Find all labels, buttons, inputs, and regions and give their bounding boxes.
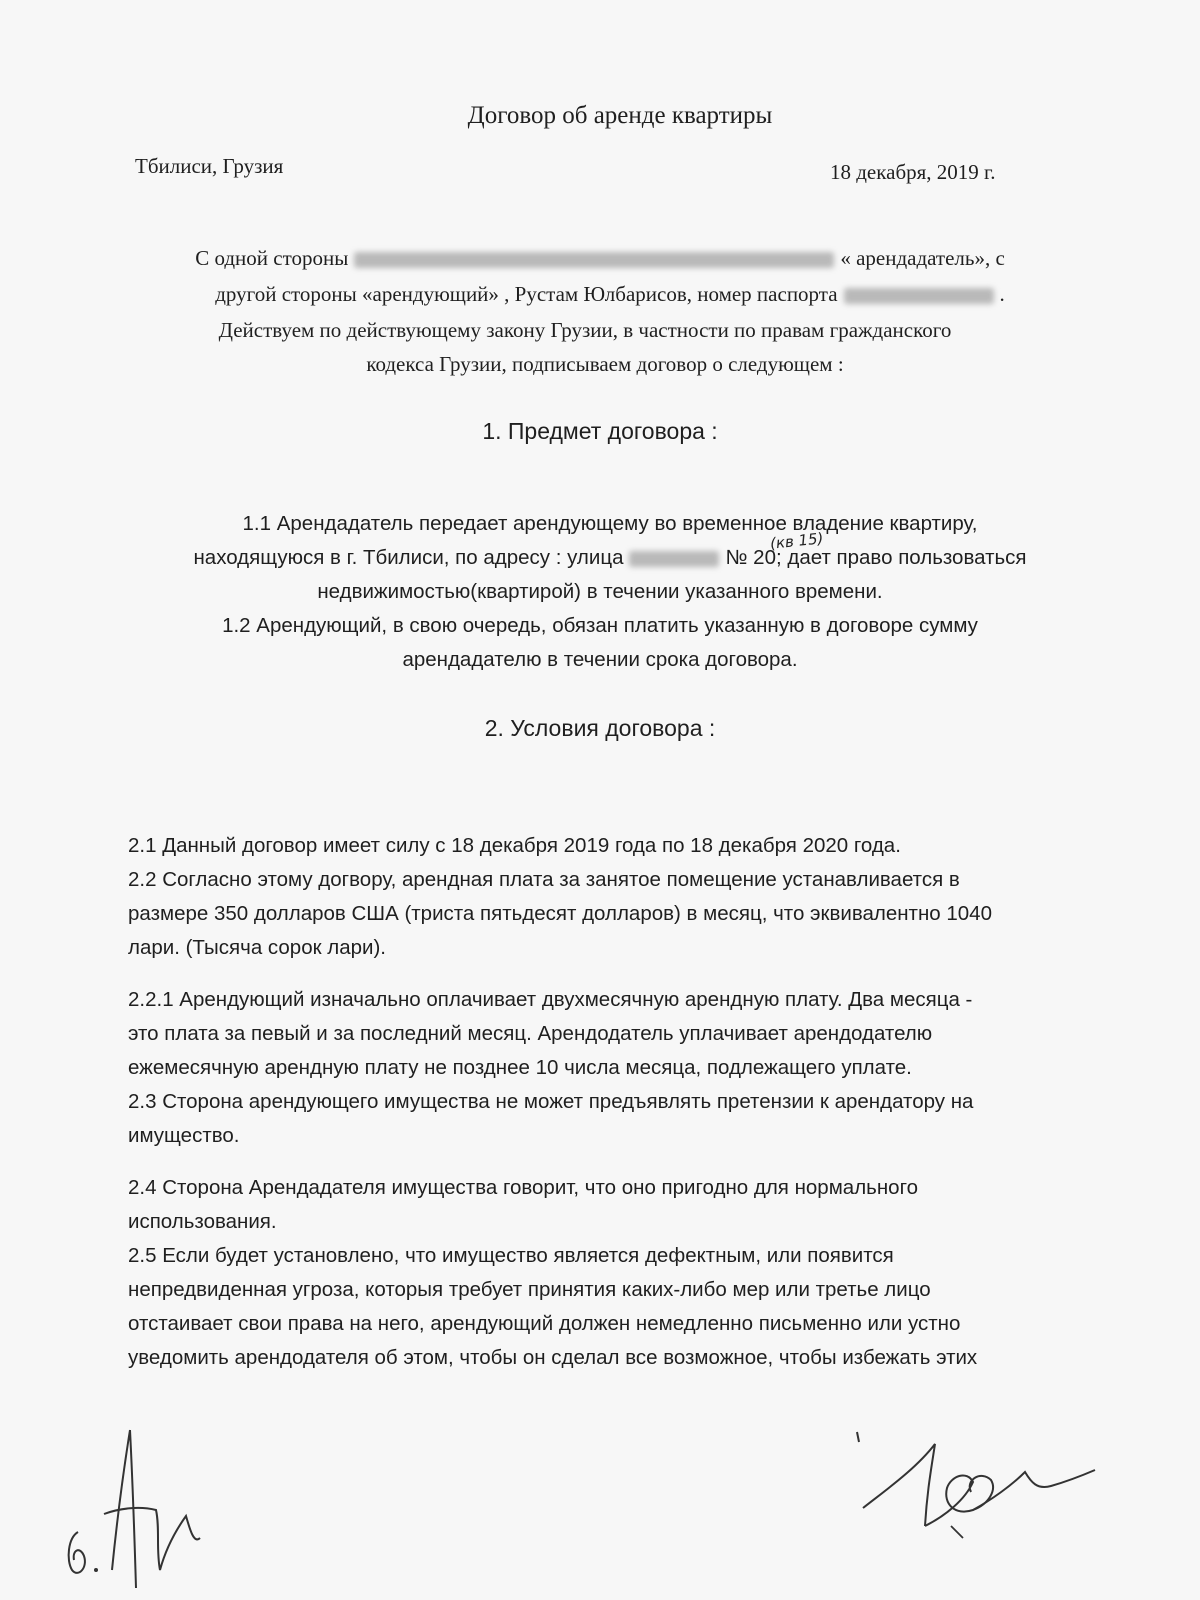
section-2-line: 2.2.1 Арендующий изначально оплачивает двухмесячную арендную плату. Два месяца - bbox=[128, 988, 973, 1011]
section-2-line: ежемесячную арендную плату не позднее 10 числа месяца, подлежащего уплате. bbox=[128, 1056, 912, 1079]
intro-line-1-end: « арендадатель», с bbox=[840, 246, 1005, 270]
intro-line-2-end: . bbox=[999, 282, 1005, 306]
section-1-line-3: недвижимостью(квартирой) в течении указанного времени. bbox=[317, 580, 883, 603]
intro-line-1 bbox=[0, 246, 1200, 271]
section-2-line: имущество. bbox=[128, 1124, 240, 1147]
document-title: Договор об аренде квартиры bbox=[467, 102, 773, 129]
section-1-line-2 bbox=[10, 546, 1200, 570]
landlord-signature bbox=[855, 1430, 1115, 1540]
section-2-line: отстаивает свои права на него, арендующий должен немедленно письменно или устно bbox=[128, 1312, 961, 1335]
redacted-passport-number bbox=[844, 288, 994, 304]
section-1-line-2-start: находящуюся в г. Тбилиси, по адресу : улица bbox=[193, 546, 624, 569]
section-2-line: 2.4 Сторона Арендадателя имущества говорит, что оно пригодно для нормального bbox=[128, 1176, 918, 1199]
section-1-line-1: 1.1 Арендадатель передает арендующему во временное владение квартиру, bbox=[242, 512, 978, 535]
section-1-heading: 1. Предмет договора : bbox=[482, 418, 718, 444]
section-2-line: непредвиденная угроза, которыя требует принятия каких-либо мер или третье лицо bbox=[128, 1278, 931, 1301]
redacted-landlord-details bbox=[354, 252, 834, 268]
document-date: 18 декабря, 2019 г. bbox=[830, 160, 996, 184]
intro-line-1-start: С одной стороны bbox=[195, 246, 349, 270]
tenant-signature bbox=[60, 1420, 220, 1590]
section-1-line-5: арендадателю в течении срока договора. bbox=[402, 648, 798, 671]
intro-line-3: Действуем по действующему закону Грузии, в частности по правам гражданского bbox=[218, 318, 952, 342]
section-2-line: размере 350 долларов США (триста пятьдесят долларов) в месяц, что эквивалентно 1040 bbox=[128, 902, 992, 925]
section-1-line-2-end: № 20; дает право пользоваться bbox=[725, 546, 1027, 569]
section-2-line: уведомить арендодателя об этом, чтобы он сделал все возможное, чтобы избежать этих bbox=[128, 1346, 978, 1369]
intro-line-4: кодекса Грузии, подписываем договор о следующем : bbox=[366, 352, 844, 376]
handwritten-apartment-note: (кв 15) bbox=[769, 529, 825, 553]
section-2-heading: 2. Условия договора : bbox=[484, 715, 716, 741]
section-2-line: 2.5 Если будет установлено, что имущество является дефектным, или появится bbox=[128, 1244, 894, 1267]
intro-line-2-text: другой стороны «арендующий» , Рустам Юлбарисов, номер паспорта bbox=[215, 282, 838, 306]
section-2-line: это плата за певый и за последний месяц. Арендодатель уплачивает арендодателю bbox=[128, 1022, 933, 1045]
section-2-line: 2.1 Данный договор имеет силу с 18 декабря 2019 года по 18 декабря 2020 года. bbox=[128, 834, 901, 857]
section-2-line: использования. bbox=[128, 1210, 277, 1233]
document-city: Тбилиси, Грузия bbox=[135, 154, 284, 178]
section-2-line: 2.2 Согласно этому догвору, арендная плата за занятое помещение устанавливается в bbox=[128, 868, 960, 891]
section-1-line-4: 1.2 Арендующий, в свою очередь, обязан платить указанную в договоре сумму bbox=[222, 614, 978, 637]
section-2-line: лари. (Тысяча сорок лари). bbox=[128, 936, 387, 959]
intro-line-2 bbox=[10, 282, 1200, 307]
section-2-line: 2.3 Сторона арендующего имущества не может предъявлять претензии к арендатору на bbox=[128, 1090, 974, 1113]
redacted-street-name bbox=[629, 551, 719, 567]
